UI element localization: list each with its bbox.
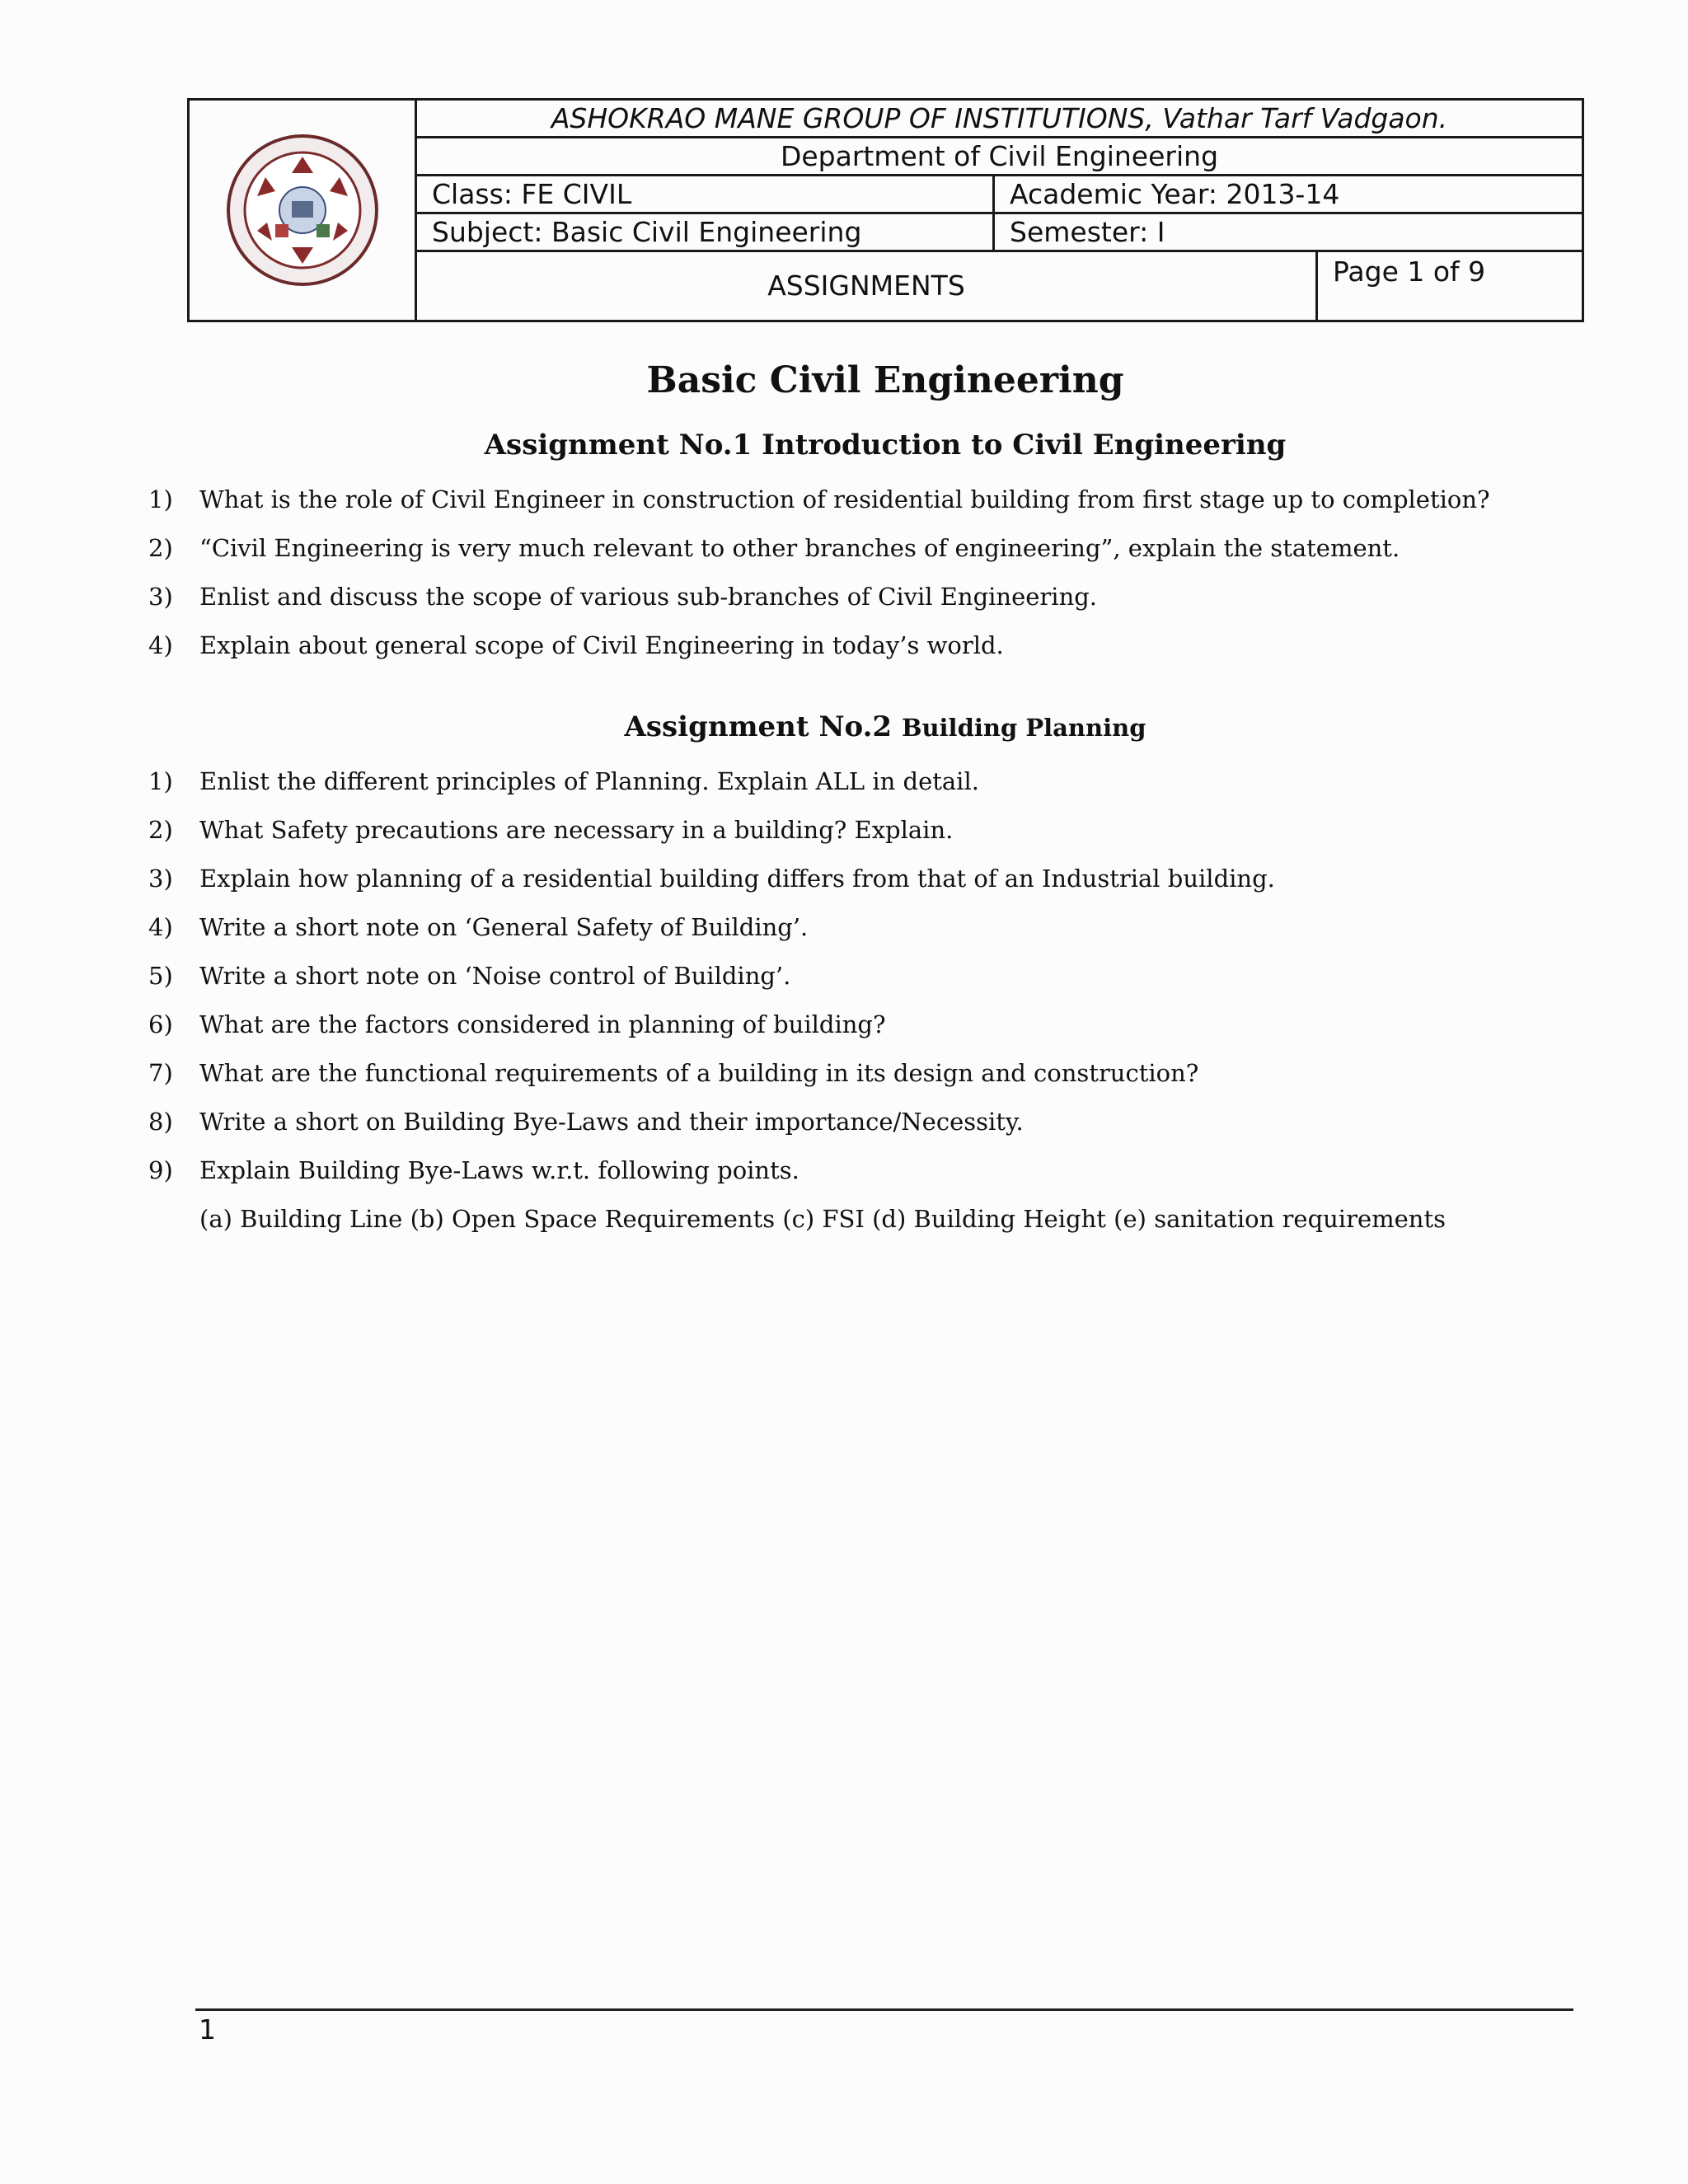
page-indicator: Page 1 of 9 (1317, 251, 1583, 321)
document-type: ASSIGNMENTS (416, 251, 1317, 321)
list-item (148, 1049, 1550, 1098)
question-text: Write a short on Building Bye-Laws and their importance/Necessity. (199, 1108, 1024, 1136)
bye-laws-sub-points: (a) Building Line (b) Open Space Requirements (c) FSI (d) Building Height (e) sanitation requirements (199, 1205, 1446, 1233)
class-field: Class: FE CIVIL (416, 176, 994, 213)
department-name: Department of Civil Engineering (416, 138, 1583, 176)
subject-field: Subject: Basic Civil Engineering (416, 213, 994, 251)
question-text: Enlist and discuss the scope of various sub-branches of Civil Engineering. (199, 583, 1098, 611)
question-text: What are the functional requirements of a building in its design and construction? (199, 1059, 1199, 1087)
institution-name: ASHOKRAO MANE GROUP OF INSTITUTIONS, Vathar Tarf Vadgaon. (416, 100, 1583, 138)
question-text: Write a short note on ‘General Safety of Building’. (199, 913, 809, 941)
institution-logo-cell (189, 100, 416, 321)
question-number: 5) (148, 962, 173, 990)
question-number: 1) (148, 767, 173, 795)
document-header-table (187, 98, 1584, 322)
question-number: 6) (148, 1010, 173, 1038)
assignment-1-heading: Assignment No.1 Introduction to Civil Engineering (484, 429, 1287, 462)
question-text: Write a short note on ‘Noise control of Building’. (199, 962, 791, 990)
list-item (148, 806, 1550, 855)
question-number: 3) (148, 865, 173, 893)
footer-divider (195, 2008, 1573, 2011)
question-number: 1) (148, 485, 173, 513)
assignment-2-heading-sub: Building Planning (901, 714, 1146, 742)
list-item (148, 573, 1550, 621)
list-item (148, 1098, 1550, 1146)
footer-page-number: 1 (199, 2013, 216, 2046)
question-number: 3) (148, 583, 173, 611)
question-text: What Safety precautions are necessary in a building? Explain. (199, 816, 954, 844)
list-item (148, 855, 1550, 903)
question-text: Enlist the different principles of Planning. Explain ALL in detail. (199, 767, 979, 795)
list-item (148, 524, 1550, 573)
list-item (148, 757, 1550, 806)
question-text: What is the role of Civil Engineer in construction of residential building from first stage up to completion? (199, 485, 1490, 513)
question-text: “Civil Engineering is very much relevant to other branches of engineering”, explain the statement. (199, 534, 1400, 562)
assignment-1-questions (148, 476, 1550, 670)
assignment-2-heading-main: Assignment No.2 (624, 710, 893, 743)
question-text: What are the factors considered in planning of building? (199, 1010, 886, 1038)
question-number: 2) (148, 534, 173, 562)
assignment-2-heading (0, 710, 1688, 743)
list-item (148, 476, 1550, 524)
question-number: 4) (148, 913, 173, 941)
question-number: 4) (148, 631, 173, 659)
list-item (148, 621, 1550, 670)
question-number: 9) (148, 1156, 173, 1184)
page-title: Basic Civil Engineering (646, 359, 1124, 401)
list-item (148, 952, 1550, 1001)
question-text: Explain how planning of a residential building differs from that of an Industrial building. (199, 865, 1275, 893)
academic-year-field: Academic Year: 2013-14 (994, 176, 1583, 213)
institution-logo-icon (224, 132, 381, 288)
list-item (148, 1001, 1550, 1049)
question-number: 8) (148, 1108, 173, 1136)
list-item (148, 1146, 1550, 1195)
question-number: 2) (148, 816, 173, 844)
list-item (148, 903, 1550, 952)
assignment-2-questions (148, 757, 1550, 1244)
question-number: 7) (148, 1059, 173, 1087)
semester-field: Semester: I (994, 213, 1583, 251)
question-text: Explain Building Bye-Laws w.r.t. following points. (199, 1156, 799, 1184)
question-text: Explain about general scope of Civil Engineering in today’s world. (199, 631, 1004, 659)
